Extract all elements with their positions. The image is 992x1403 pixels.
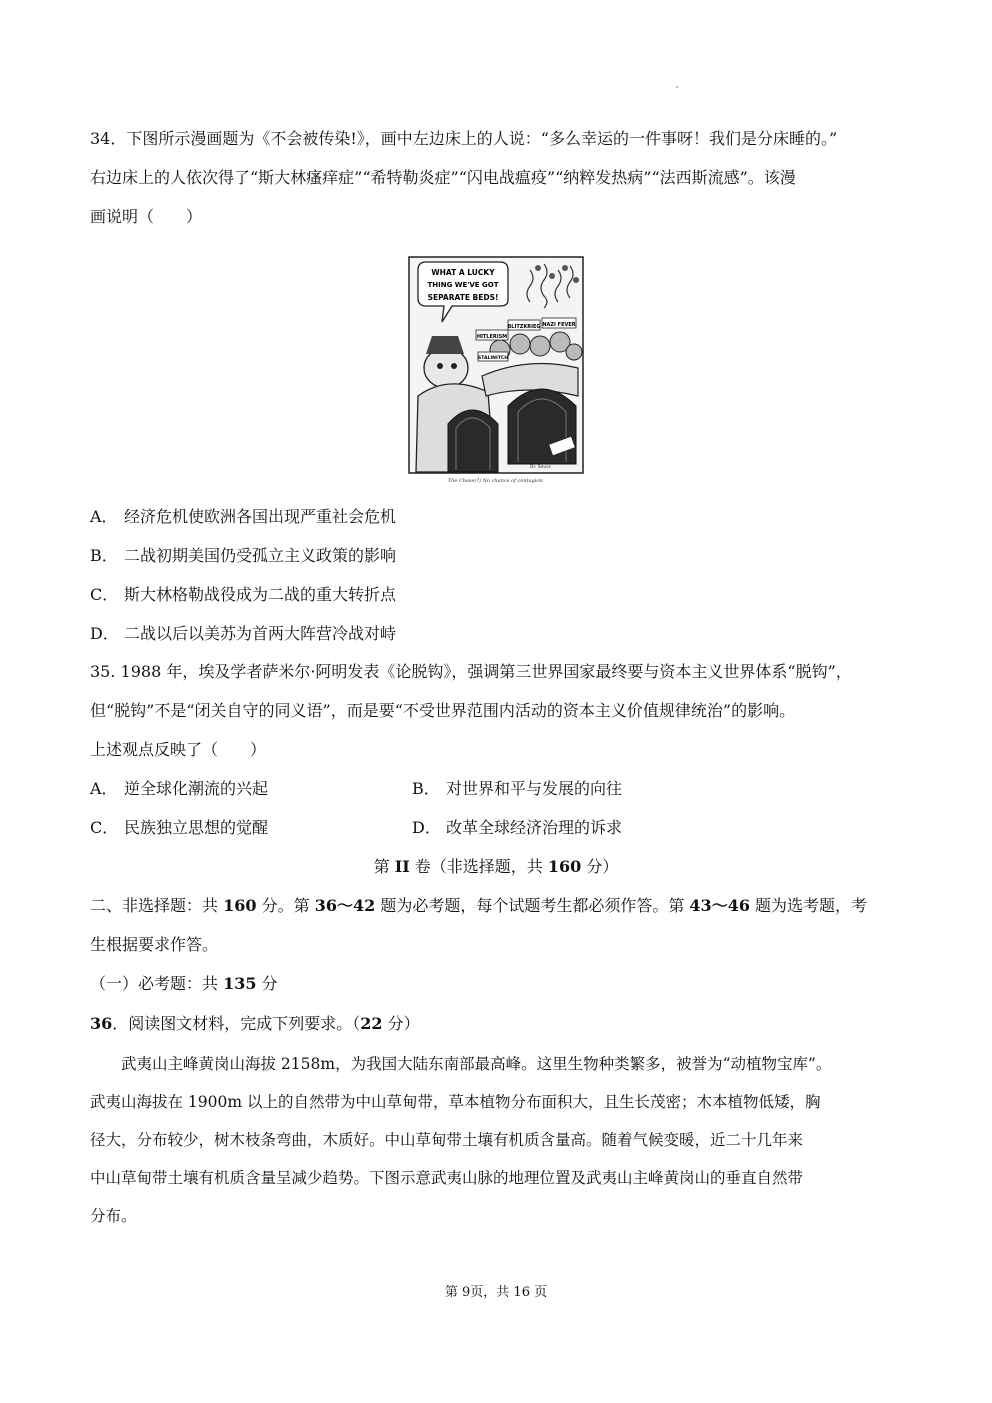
text: 分）	[382, 1014, 420, 1033]
text: 题为选考题，考	[749, 896, 868, 915]
option-text: 逆全球化潮流的兴起	[124, 779, 269, 798]
tag-hitlerism: HITLERISM	[476, 334, 508, 340]
q35-option-b[interactable]	[412, 777, 622, 801]
q36-paragraph-line-2: 武夷山海拔在 1900m 以上的自然带为中山草甸带，草本植物分布面积大，且生长茂密；木本植物低矮，胸	[90, 1093, 821, 1111]
text: 135	[223, 974, 257, 993]
text: 分	[256, 974, 278, 993]
option-text: 对世界和平与发展的向往	[446, 779, 623, 798]
q34-option-b[interactable]	[90, 544, 396, 568]
q35-option-d[interactable]	[412, 816, 622, 840]
tag-nazi-fever: NAZI FEVER	[542, 322, 576, 328]
section-title-post: 分）	[581, 857, 619, 876]
option-key: C．	[90, 585, 119, 604]
bubble-text-1: WHAT A LUCKY	[431, 268, 495, 277]
section-title	[0, 855, 992, 879]
option-key: C．	[90, 818, 119, 837]
text: 43～46	[689, 896, 750, 915]
section-intro-line-2: 生根据要求作答。	[90, 935, 219, 954]
q34-option-a[interactable]	[90, 505, 396, 529]
text: 题为必考题，每个试题考生都必须作答。第	[375, 896, 690, 915]
option-key: D．	[412, 818, 441, 837]
option-key: A．	[90, 779, 118, 798]
tag-blitzkrieg: BLITZKRIEG	[507, 324, 541, 330]
q34-option-c[interactable]	[90, 583, 396, 607]
tag-stalinitch: STALINITCH	[477, 356, 509, 361]
text: 分。第	[256, 896, 315, 915]
required-subsection	[90, 972, 902, 996]
option-key: B．	[412, 779, 440, 798]
option-key: B．	[90, 546, 118, 565]
q34-option-d[interactable]	[90, 622, 396, 646]
q36-paragraph-line-1: 武夷山主峰黄岗山海拔 2158m，为我国大陆东南部最高峰。这里生物种类繁多，被誉为“动植物宝库”。	[90, 1055, 832, 1073]
option-key: A．	[90, 507, 118, 526]
q35-stem-line-2: 但“脱钩”不是“闭关自守的同义语”，而是要“不受世界范围内活动的资本主义价值规律统治”的影响。	[90, 701, 796, 720]
speck	[676, 86, 678, 88]
section-title-mid: 卷（非选择题，共	[409, 857, 548, 876]
bubble-text-3: SEPARATE BEDS!	[427, 293, 499, 302]
q34-stem-line-1: 34．下图所示漫画题为《不会被传染!》，画中左边床上的人说：“多么幸运的一件事呀！我们是分床睡的。”	[90, 129, 838, 148]
q36-heading	[90, 1012, 902, 1036]
q34-stem-line-3: 画说明（ ）	[90, 207, 203, 226]
section-intro-line-1	[90, 894, 902, 918]
q36-paragraph-line-5: 分布。	[90, 1207, 137, 1225]
option-text: 二战以后以美苏为首两大阵营冷战对峙	[124, 624, 397, 643]
section-title-num: 160	[547, 857, 582, 876]
text: 二、非选择题：共	[90, 896, 224, 915]
cartoon-image	[408, 256, 584, 484]
svg-text:Dr. Seuss: Dr. Seuss	[530, 465, 551, 470]
option-key: D．	[90, 624, 119, 643]
q36-paragraph-line-4: 中山草甸带土壤有机质含量呈减少趋势。下图示意武夷山脉的地理位置及武夷山主峰黄岗山的垂直自然带	[90, 1169, 804, 1187]
section-title-roman: II	[394, 857, 410, 876]
text: 36～42	[314, 896, 376, 915]
bubble-text-2: THING WE'VE GOT	[427, 281, 499, 289]
q35-stem-line-3: 上述观点反映了（ ）	[90, 740, 267, 759]
q35-option-a[interactable]	[90, 777, 268, 801]
page-footer: 第 9页，共 16 页	[444, 1285, 548, 1300]
q35-stem-line-1: 35. 1988 年，埃及学者萨米尔·阿明发表《论脱钩》，强调第三世界国家最终要与资本主义世界体系“脱钩”，	[90, 662, 852, 681]
option-text: 改革全球经济治理的诉求	[446, 818, 623, 837]
option-text: 二战初期美国仍受孤立主义政策的影响	[124, 546, 397, 565]
option-text: 斯大林格勒战役成为二战的重大转折点	[124, 585, 397, 604]
q35-option-c[interactable]	[90, 816, 268, 840]
text: （一）必考题：共	[90, 974, 224, 993]
text: 160	[223, 896, 257, 915]
option-text: 民族独立思想的觉醒	[124, 818, 269, 837]
text: 36	[90, 1014, 113, 1033]
option-text: 经济危机使欧洲各国出现严重社会危机	[124, 507, 397, 526]
section-title-pre: 第	[373, 857, 395, 876]
cartoon-caption: The Chase(?) No chance of contagion.	[447, 478, 545, 484]
q34-stem-line-2: 右边床上的人依次得了“斯大林瘙痒症”“希特勒炎症”“闪电战瘟疫”“纳粹发热病”“法西斯流感”。该漫	[90, 168, 796, 187]
q36-paragraph-line-3: 径大，分布较少，树木枝条弯曲，木质好。中山草甸带土壤有机质含量高。随着气候变暖，近二十几年来	[90, 1131, 804, 1149]
text: ．阅读图文材料，完成下列要求。（	[112, 1014, 361, 1033]
text: 22	[360, 1014, 383, 1033]
